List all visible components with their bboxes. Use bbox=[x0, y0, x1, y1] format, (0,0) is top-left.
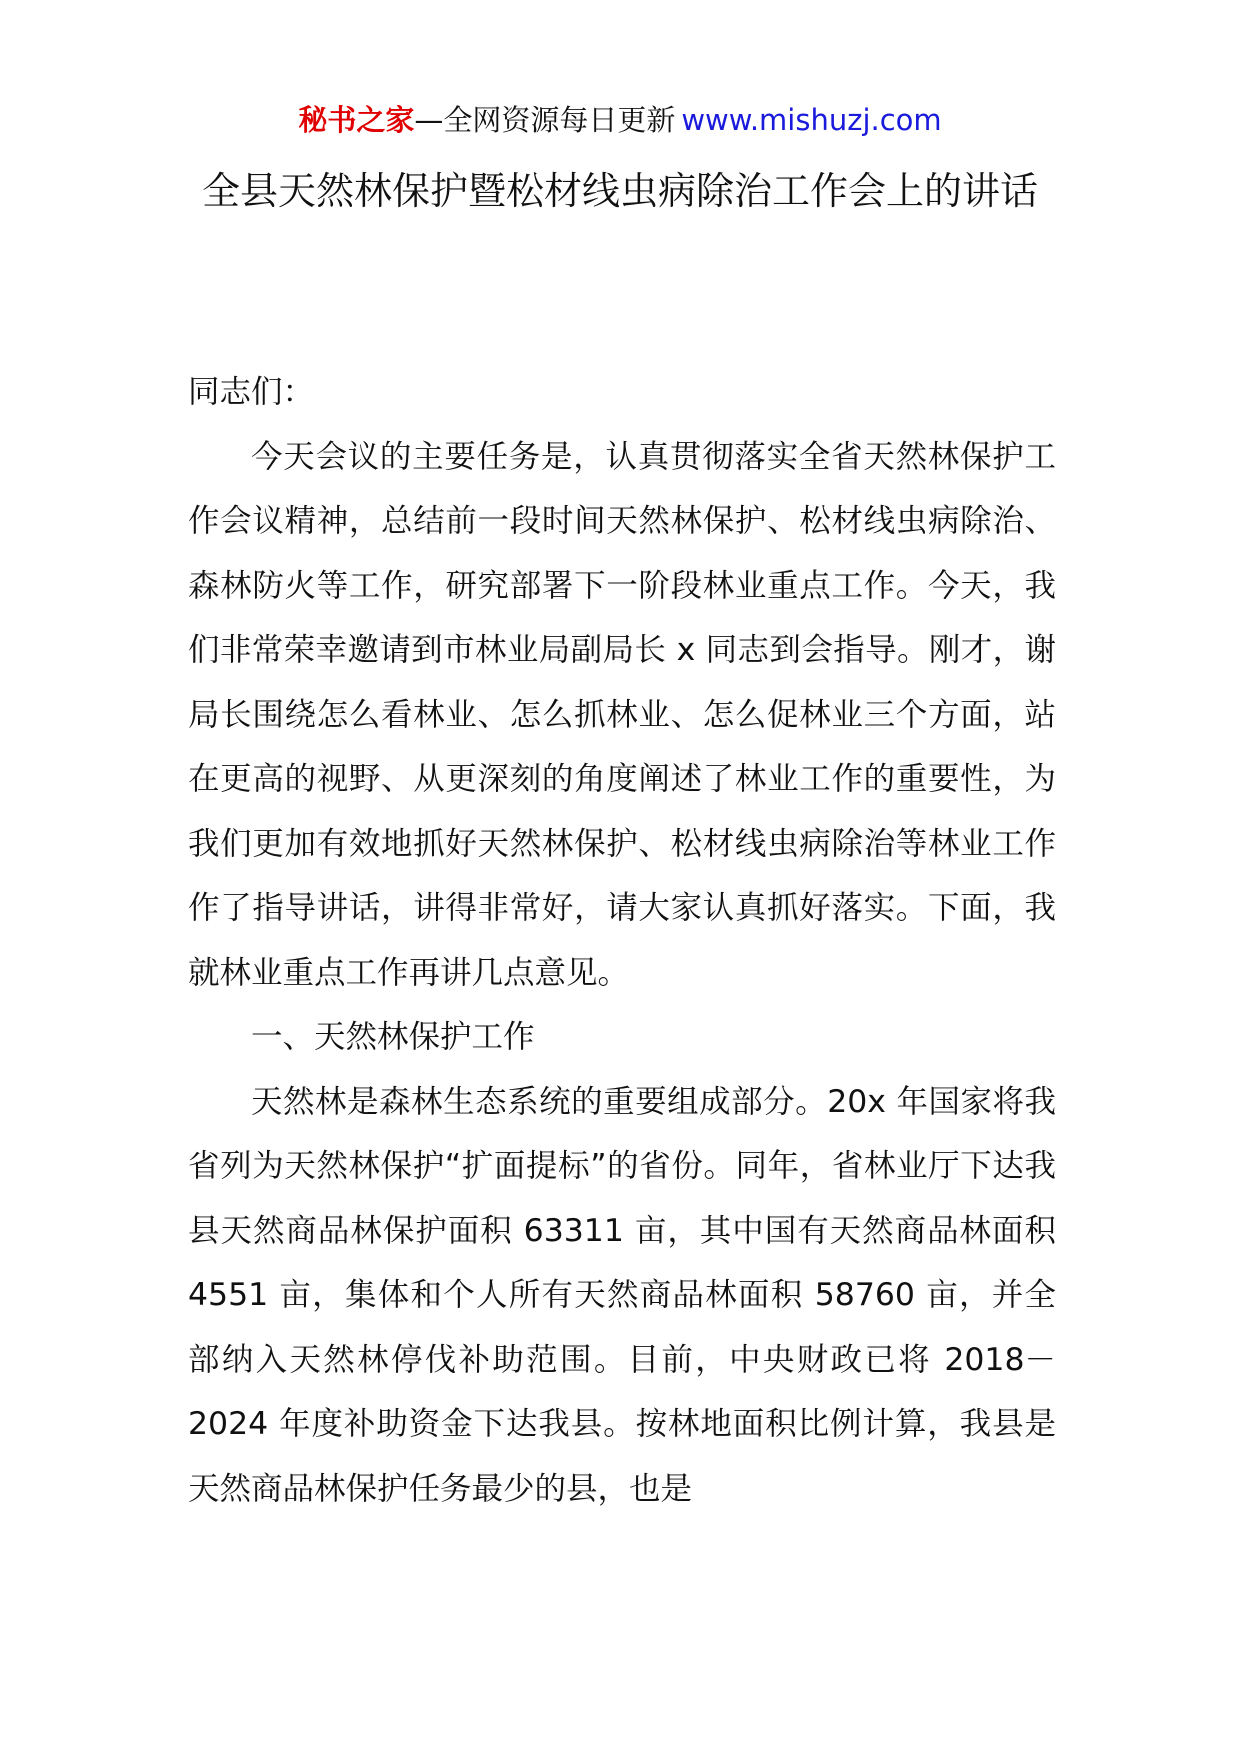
document-title: 全县天然林保护暨松材线虫病除治工作会上的讲话 bbox=[201, 169, 1038, 213]
salutation: 同志们： bbox=[188, 374, 315, 410]
site-url[interactable]: www.mishuzj.com bbox=[681, 103, 942, 137]
site-header bbox=[0, 100, 1240, 140]
section-heading: 一、天然林保护工作 bbox=[251, 1019, 535, 1055]
brand-name: 秘书之家 bbox=[298, 103, 415, 137]
site-slogan: —全网资源每日更新 bbox=[414, 103, 676, 137]
body-paragraph: 今天会议的主要任务是，认真贯彻落实全省天然林保护工作会议精神，总结前一段时间天然林保护、松材线虫病除治、森林防火等工作，研究部署下一阶段林业重点工作。今天，我们非常荣幸邀请到市林业局副局长 x 同志到会指导。刚才，谢局长围绕怎么看林业、怎么抓林业、怎么促林业三个方面，站在更高的视野、从更深刻的角度阐述了林业工作的重要性，为我们更加有效地抓好天然林保护、松材线虫病除治等林业工作作了指导讲话，讲得非常好，请大家认真抓好落实。下面，我就林业重点工作再讲几点意见。 bbox=[188, 438, 1056, 991]
body-paragraph: 天然林是森林生态系统的重要组成部分。20x 年国家将我省列为天然林保护“扩面提标”的省份。同年，省林业厅下达我县天然商品林保护面积 63311 亩，其中国有天然商品林面积 4551 亩，集体和个人所有天然商品林面积 58760 亩，并全部纳入天然林停伐补助范围。目前，中央财政已将 2018－2024 年度补助资金下达我县。按林地面积比例计算，我县是天然商品林保护任务最少的县，也是 bbox=[188, 1083, 1056, 1507]
document-body bbox=[188, 360, 1056, 1521]
